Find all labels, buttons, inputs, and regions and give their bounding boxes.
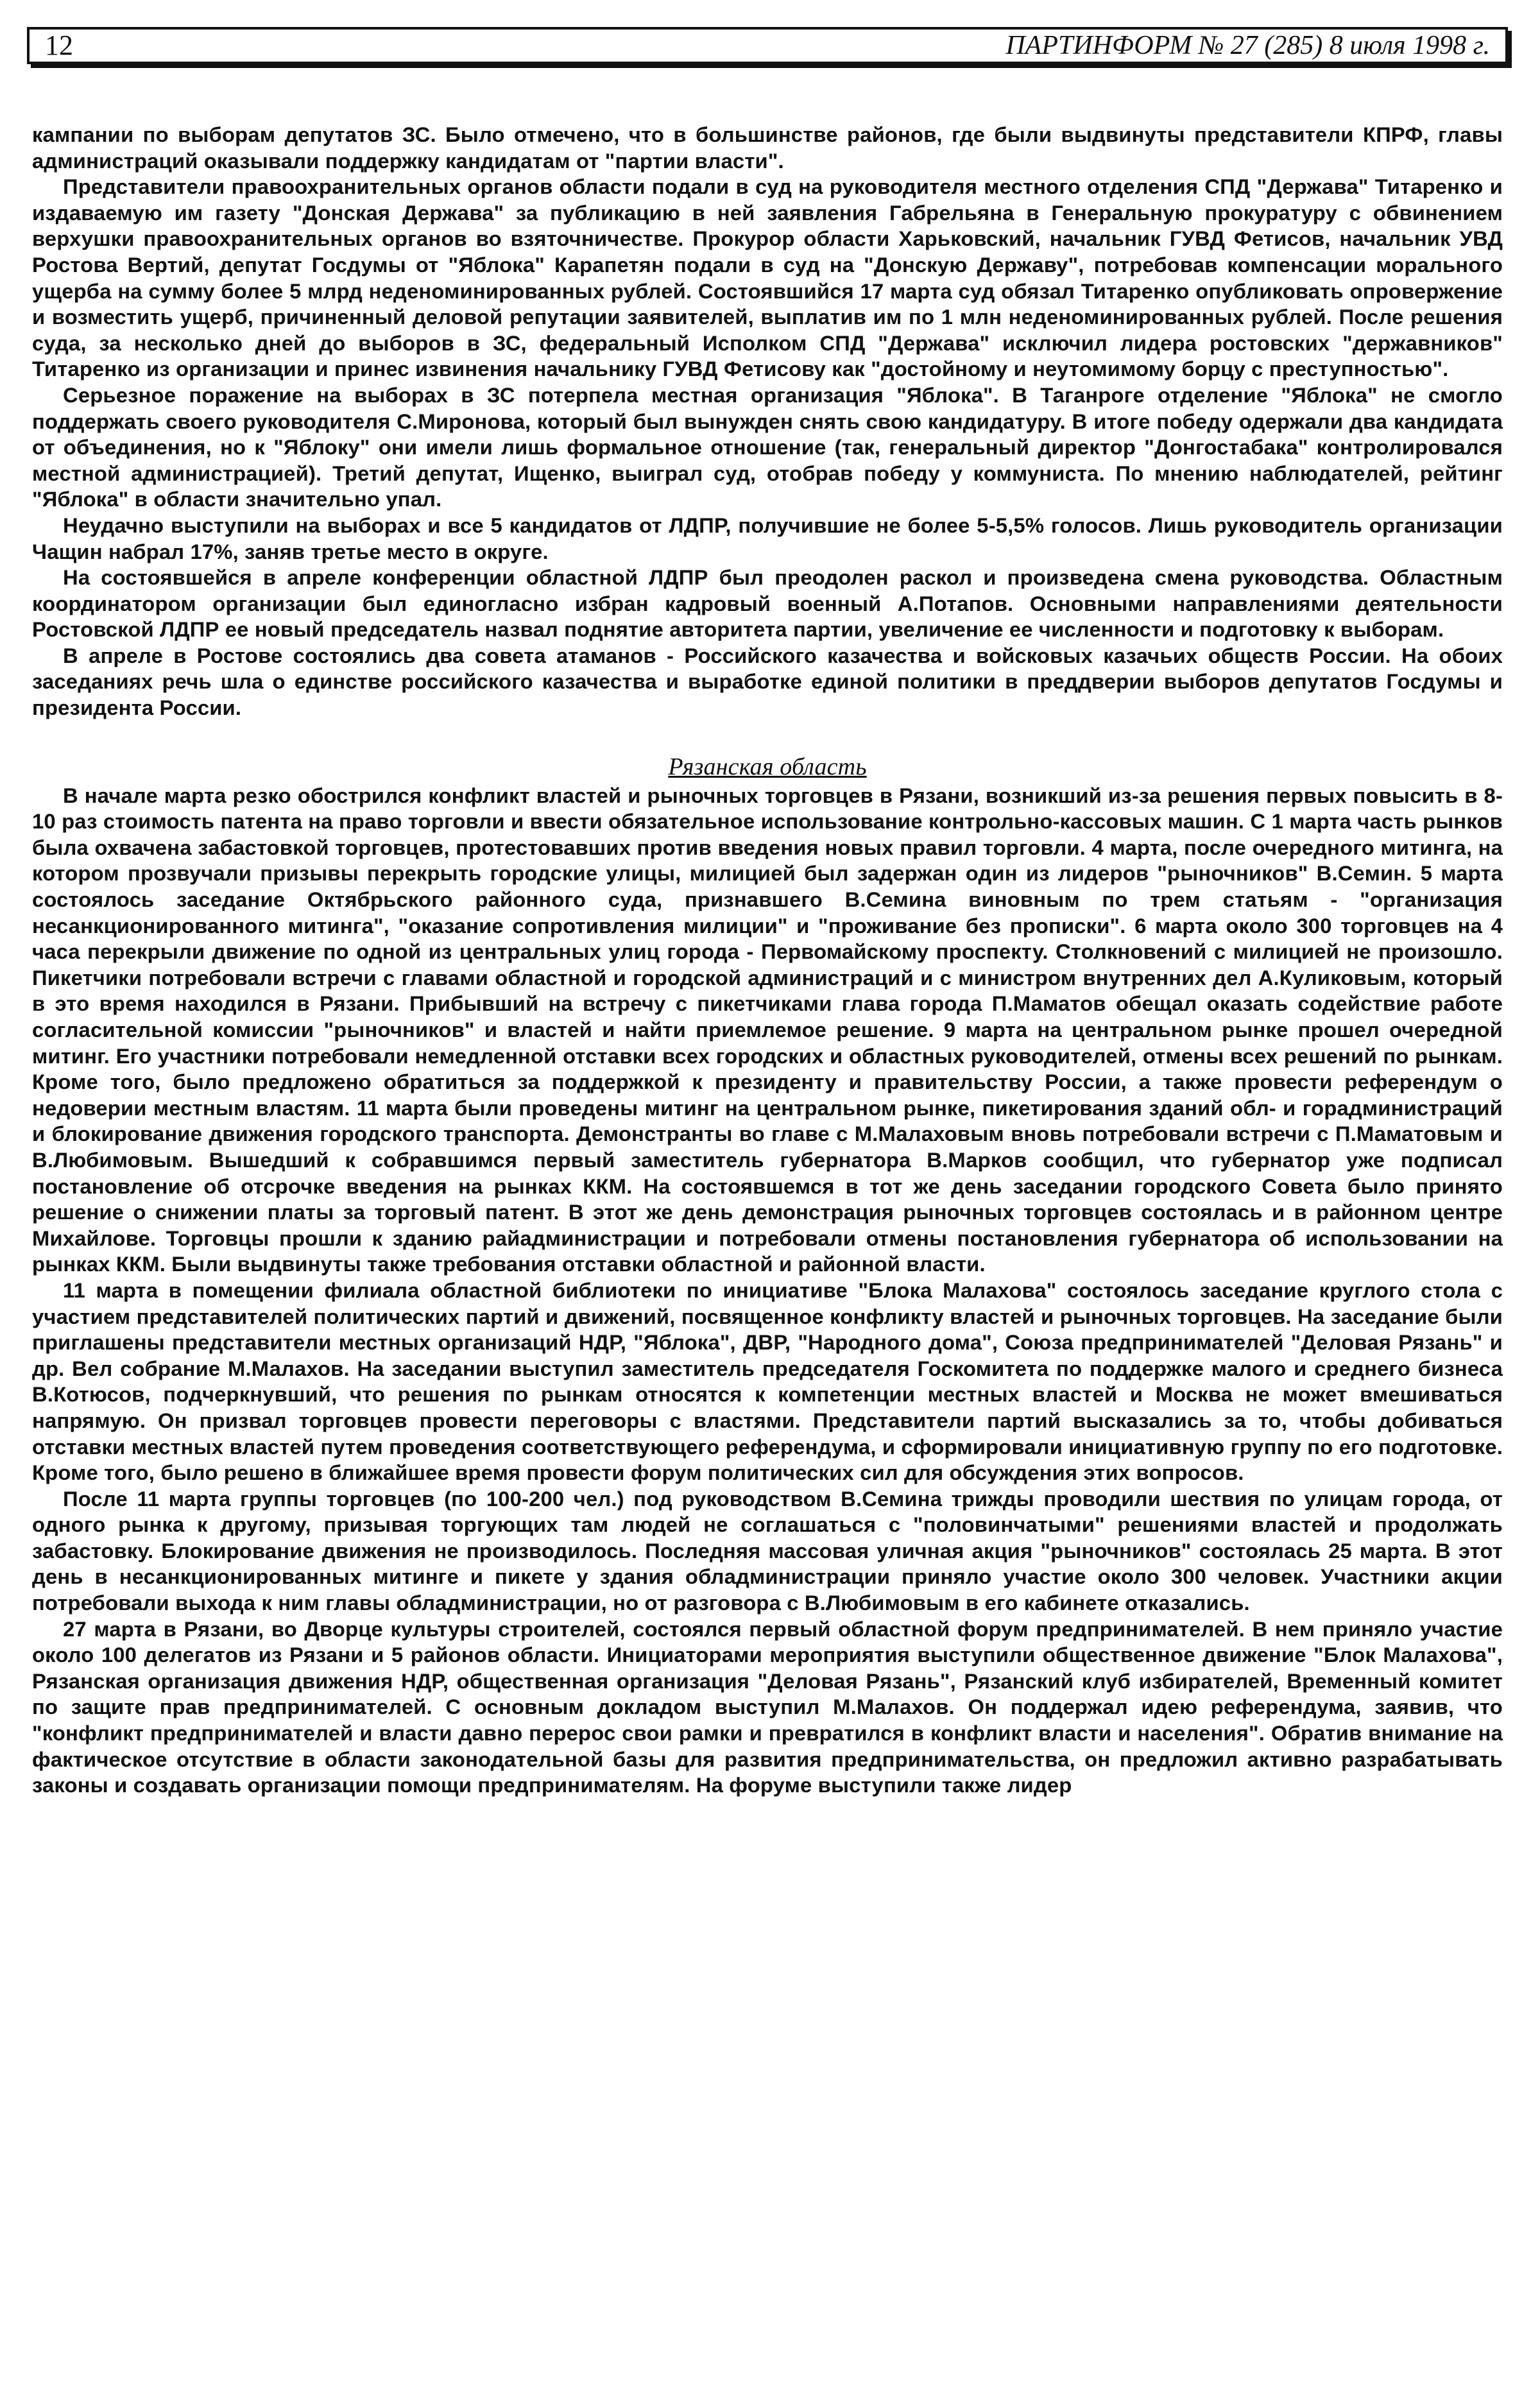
paragraph: В апреле в Ростове состоялись два совета атаманов - Российского казачества и войсковых казачьих обществ России. На обоих заседаниях речь шла о единстве российского казачества и выработке единой политики в преддверии выборов депутатов Госдумы и президента России. — [32, 643, 1503, 720]
paragraph: кампании по выборам депутатов ЗС. Было отмечено, что в большинстве районов, где были выдвинуты представители КПРФ, главы администраций оказывали поддержку кандидатам от "партии власти". — [32, 123, 1503, 173]
paragraph: В начале марта резко обострился конфликт властей и рыночных торговцев в Рязани, возникший из-за решения первых повысить в 8-10 раз стоимость патента на право торговли и ввести обязательное использование контрольно-кассовых машин. С 1 марта часть рынков была охвачена забастовкой торговцев, протестовавших против введения новых правил торговли. 4 марта, после очередного митинга, на котором прозвучали призывы перекрыть городские улицы, милицией был задержан один из лидеров "рыночников" В.Семин. 5 марта состоялось заседание Октябрьского районного суда, признавшего В.Семина виновным по трем статьям - "организация несанкционированного митинга", "оказание сопротивления милиции" и "проживание без прописки". 6 марта около 300 торговцев на 4 часа перекрыли движение по одной из центральных улиц города - Первомайскому проспекту. Столкновений с милицией не произошло. Пикетчики потребовали встречи с главами областной и городской администраций и с министром внутренних дел А.Куликовым, который в это время находился в Рязани. Прибывший на встречу с пикетчиками глава города П.Маматов обещал оказать содействие работе согласительной комиссии "рыночников" и властей и найти приемлемое решение. 9 марта на центральном рынке прошел очередной митинг. Его участники потребовали немедленной отставки всех городских и областных руководителей, отмены всех решений по рынкам. Кроме того, было предложено обратиться за поддержкой к президенту и правительству России, а также провести референдум о недоверии местным властям. 11 марта были проведены митинг на центральном рынке, пикетирования зданий обл- и горадминистраций и блокирование движения городского транспорта. Демонстранты во главе с М.Малаховым вновь потребовали встречи с П.Маматовым и В.Любимовым. Вышедший к собравшимся первый заместитель губернатора В.Марков сообщил, что губернатор уже подписал постановление об отсрочке введения на рынках ККМ. На состоявшемся в тот же день заседании городского Совета было принято решение о снижении платы за торговый патент. В этот же день демонстрация рыночных торговцев состоялась и в районном центре Михайлове. Торговцы прошли к зданию райадминистрации и потребовали отмены постановления губернатора об использовании на рынках ККМ. Были выдвинуты также требования отставки областной и районной власти. — [32, 783, 1503, 1276]
paragraph: Представители правоохранительных органов области подали в суд на руководителя местного отделения СПД "Держава" Титаренко и издаваемую им газету "Донская Держава" за публикацию в ней заявления Габрельяна в Генеральную прокуратуру с обвинением верхушки правоохранительных органов во взяточничестве. Прокурор области Харьковский, начальник ГУВД Фетисов, начальник УВД Ростова Вертий, депутат Госдумы от "Яблока" Карапетян подали в суд на "Донскую Державу", потребовав компенсации морального ущерба на сумму более 5 млрд неденоминированных рублей. Состоявшийся 17 марта суд обязал Титаренко опубликовать опровержение и возместить ущерб, причиненный деловой репутации заявителей, выплатив им по 1 млн неденоминированных рублей. После решения суда, за несколько дней до выборов в ЗС, федеральный Исполком СПД "Держава" исключил лидера ростовских "державников" Титаренко из организации и принес извинения начальнику ГУВД Фетисову как "достойному и неутомимому борцу с преступностью". — [32, 175, 1503, 381]
paragraph: 27 марта в Рязани, во Дворце культуры строителей, состоялся первый областной форум предпринимателей. В нем приняло участие около 100 делегатов из Рязани и 5 районов области. Инициаторами мероприятия выступили общественное движение "Блок Малахова", Рязанская организация движения НДР, общественная организация "Деловая Рязань", Рязанский клуб избирателей, Временный комитет по защите прав предпринимателей. С основным докладом выступил М.Малахов. Он поддержал идею референдума, заявив, что "конфликт предпринимателей и власти давно перерос свои рамки и превратился в конфликт власти и населения". Обратив внимание на фактическое отсутствие в области законодательной базы для развития предпринимательства, он предложил активно разрабатывать законы и создавать организации помощи предпринимателям. На форуме выступили также лидер — [32, 1616, 1503, 1797]
paragraph: Серьезное поражение на выборах в ЗС потерпела местная организация "Яблока". В Таганроге отделение "Яблока" не смогло поддержать своего руководителя С.Миронова, который был вынужден снять свою кандидатуру. В итоге победу одержали два кандидата от объединения, но к "Яблоку" они имели лишь формальное отношение (так, генеральный директор "Донгостабака" контролировался местной администрацией). Третий депутат, Ищенко, выиграл суд, отобрав победу у коммуниста. По мнению наблюдателей, рейтинг "Яблока" в области значительно упал. — [32, 382, 1503, 511]
paragraph: Неудачно выступили на выборах и все 5 кандидатов от ЛДПР, получившие не более 5-5,5% голосов. Лишь руководитель организации Чащин набрал 17%, заняв третье место в округе. — [32, 513, 1503, 563]
page-number: 12 — [45, 30, 73, 61]
paragraph: 11 марта в помещении филиала областной библиотеки по инициативе "Блока Малахова" состоялось заседание круглого стола с участием представителей политических партий и движений, посвященное конфликту властей и рыночных торговцев. На заседание были приглашены представители местных организаций НДР, "Яблока", ДВР, "Народного дома", Союза предпринимателей "Деловая Рязань" и др. Вел собрание М.Малахов. На заседании выступил заместитель председателя Госкомитета по поддержке малого и среднего бизнеса В.Котюсов, подчеркнувший, что решения по рынкам относятся к компетенции местных властей и Москва не может вмешиваться напрямую. Он призвал торговцев провести переговоры с властями. Представители партий высказались за то, чтобы добиваться отставки местных властей путем проведения соответствующего референдума, и сформировали инициативную группу по его подготовке. Кроме того, было решено в ближайшее время провести форум политических сил для обсуждения этих вопросов. — [32, 1278, 1503, 1485]
page-header — [27, 27, 1508, 64]
newspaper-page — [27, 27, 1513, 2355]
section-title: Рязанская область — [668, 753, 867, 780]
paragraph: После 11 марта группы торговцев (по 100-200 чел.) под руководством В.Семина трижды проводили шествия по улицам города, от одного рынка к другому, призывая торгующих там людей не соглашаться с "половинчатыми" решениями властей и продолжать забастовку. Блокирование движения не производилось. Последняя массовая уличная акция "рыночников" состоялась 25 марта. В этот день в несанкционированных митинге и пикете у здания обладминистрации приняло участие около 300 человек. Участники акции потребовали выхода к ним главы обладминистрации, но от разговора с В.Любимовым в его кабинете отказались. — [32, 1486, 1503, 1615]
paragraph: На состоявшейся в апреле конференции областной ЛДПР был преодолен раскол и произведена смена руководства. Областным координатором организации был единогласно избран кадровый военный А.Потапов. Основными направлениями деятельности Ростовской ЛДПР ее новый председатель назвал поднятие авторитета партии, увеличение ее численности и подготовку к выборам. — [32, 565, 1503, 642]
issue-line: ПАРТИНФОРМ № 27 (285) 8 июля 1998 г. — [1005, 31, 1490, 60]
article-body — [32, 122, 1503, 1799]
